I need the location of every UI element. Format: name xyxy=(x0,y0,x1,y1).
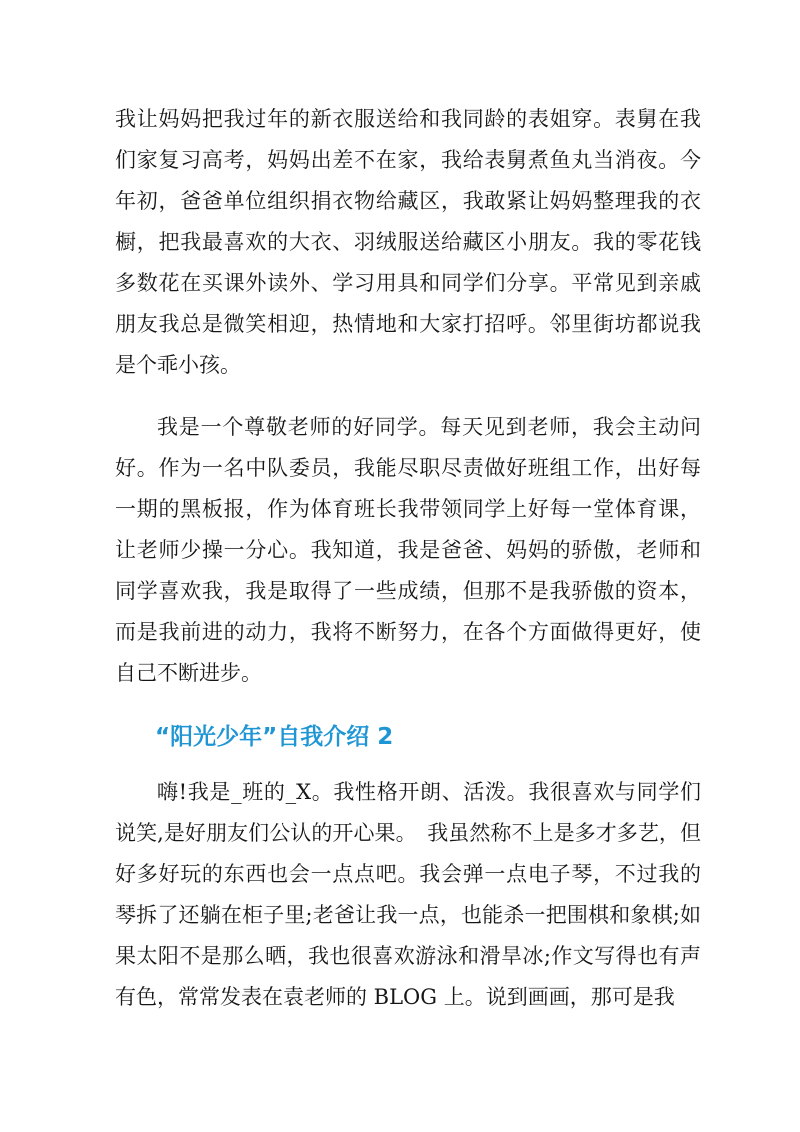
section-heading: “阳光少年”自我介绍 2 xyxy=(155,724,394,750)
paragraph-2: 我是一个尊敬老师的好同学。每天见到老师，我会主动问好。作为一名中队委员，我能尽职尽责做好班组工作，出好每一期的黑板报，作为体育班长我带领同学上好每一堂体育课，让老师少操一分心。我知道，我是爸爸、妈妈的骄傲，老师和同学喜欢我，我是取得了一些成绩，但那不是我骄傲的资本，而是我前进的动力，我将不断努力，在各个方面做得更好，使自己不断进步。 xyxy=(115,415,701,685)
document-content xyxy=(115,99,701,1018)
paragraph-continuation: 我让妈妈把我过年的新衣服送给和我同龄的表姐穿。表舅在我们家复习高考，妈妈出差不在家，我给表舅煮鱼丸当消夜。今年初，爸爸单位组织捐衣物给藏区，我敢紧让妈妈整理我的衣橱，把我最喜欢的大衣、羽绒服送给藏区小朋友。我的零花钱多数花在买课外读外、学习用具和同学们分享。平常见到亲戚朋友我总是微笑相迎，热情地和大家打招呼。邻里街坊都说我是个乖小孩。 xyxy=(115,107,701,377)
paragraph-3: 嗨!我是_班的_X。我性格开朗、活泼。我很喜欢与同学们说笑,是好朋友们公认的开心果。 我虽然称不上是多才多艺，但好多好玩的东西也会一点点吧。我会弹一点电子琴，不过我的琴拆了还躺在柜子里;老爸让我一点，也能杀一把围棋和象棋;如果太阳不是那么晒，我也很喜欢游泳和滑旱冰;作文写得也有声有色，常常发表在袁老师的 BLOG 上。说到画画，那可是我 xyxy=(115,780,701,1009)
